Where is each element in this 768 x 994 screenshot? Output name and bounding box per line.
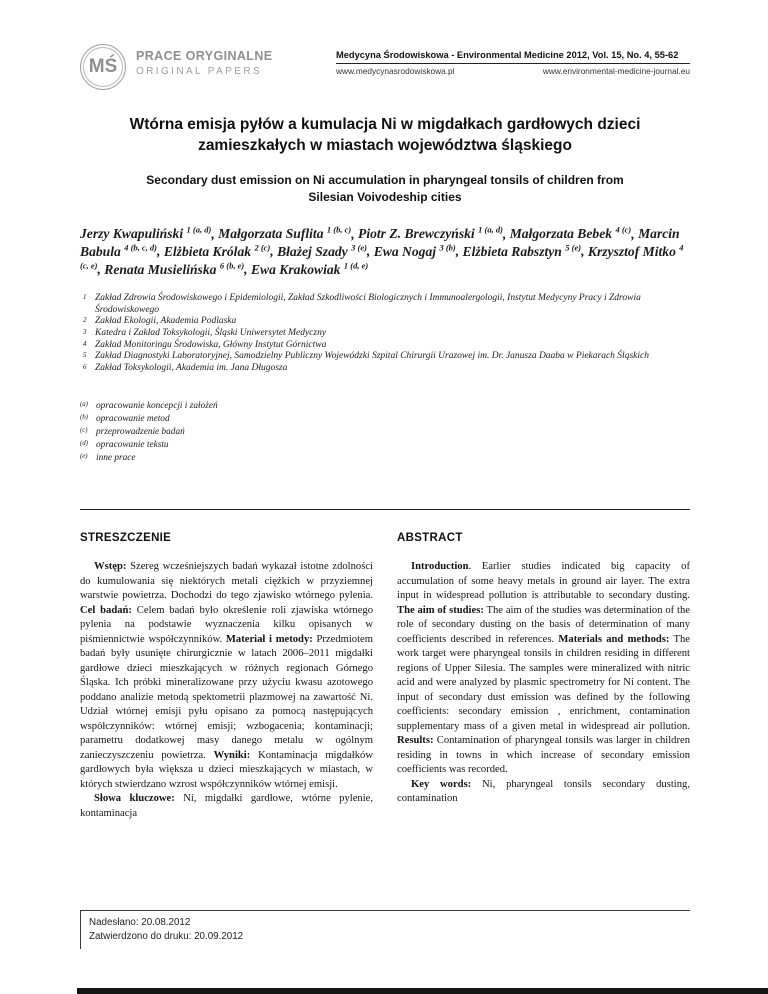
submission-footer — [80, 910, 690, 949]
received-date: Nadesłano: 20.08.2012 — [89, 917, 191, 928]
journal-info — [336, 44, 690, 76]
author: Piotr Z. Brewczyński $^{1 (a, d)}$ — [358, 224, 503, 242]
affiliation-item: 2 Zakład Ekologii, Akademia Podlaska — [83, 316, 237, 327]
journal-logo-monogram: MŚ — [88, 56, 118, 77]
abstract-paragraph: Introduction. Earlier studies indicated big capacity of accumulation of some heavy metals in ground air layer. The extra input in widespread pollution is attributable to secondary dusting. The aim of studies: The aim of the studies was determination of the role of secondary dusting on the basis of determination of many coefficients described in references. Materials and methods: The work target were pharyngeal tonsils in children residing in different regions of Upper Silesia. The samples were mineralized with nitric acid and were analyzed by plasmic spectrometry for Ni content. The input of secondary dust emission was defined by the following coefficients: secondary emission , enrichment, contamination supplementary mass of a given metal in widespread air pollution. Results: Contamination of pharyngeal tonsils was larger in children residing in towns in which increase of secondary emission coefficients was recorded. — [397, 561, 690, 776]
contribution-note: (a) opracowanie koncepcji i założeń — [80, 401, 218, 412]
author: Elżbieta Królak $^{2 (c)}$ — [163, 242, 271, 259]
streszczenie-heading: STRESZCZENIE — [80, 532, 172, 545]
abstract-paragraph: Key words: Ni, pharyngeal tonsils secondary dusting, contamination — [397, 778, 690, 805]
series-titles — [136, 44, 273, 77]
abstract-columns — [80, 532, 690, 821]
contribution-note: (c) przeprowadzenie badań — [80, 427, 185, 438]
abstract-paragraph: Słowa kluczowe: Ni, migdałki gardłowe, wtórne pylenie, kontaminacja — [80, 793, 373, 819]
journal-url-pl: www.medycynasrodowiskowa.pl — [336, 66, 455, 76]
author: Małgorzata Bebek $^{4 (c)}$ — [509, 224, 632, 242]
section-divider-line — [80, 509, 690, 510]
abstract-column — [397, 532, 690, 821]
journal-header — [80, 44, 690, 90]
article-title-english: Secondary dust emission on Ni accumulation in pharyngeal tonsils of children from Silesian Voivodeship cities — [146, 172, 624, 205]
affiliation-item: 4 Zakład Monitoringu Środowiska, Główny Instytut Górnictwa — [83, 339, 327, 350]
journal-url-en: www.environmental-medicine-journal.eu — [542, 66, 690, 76]
contribution-note: (b) opracowanie metod — [80, 414, 170, 425]
affiliations-list — [80, 293, 690, 374]
author: Błażej Szady $^{3 (e)}$ — [277, 242, 367, 259]
author: Ewa Krakowiak $^{1 (d, e)}$ — [250, 260, 369, 277]
contribution-note: (e) inne prace — [80, 453, 136, 464]
author: Małgorzata Suflita $^{1 (b, c)}$ — [218, 224, 352, 242]
page-bottom-scan-bar — [77, 988, 768, 994]
affiliation-item: 5 Zakład Diagnostyki Laboratoryjnej, Samodzielny Publiczny Wojewódzki Szpital Chirurgii Urazowej im. Dr. Janusza Daaba w Piekarach Śląskich — [83, 351, 649, 362]
accepted-date: Zatwierdzono do druku: 20.09.2012 — [89, 931, 244, 943]
affiliation-item: 1 Zakład Zdrowia Środowiskowego i Epidemiologii, Zakład Szkodliwości Biologicznych i Immunoalergologii, Instytut Medycyny Pracy i Zdrowia Środowiskowego — [83, 293, 641, 315]
author: Marcin Babula $^{4 (b, c, d)}$ — [80, 226, 680, 259]
authors-block: Jerzy Kwapuliński $^{1 (a, d)}$, Małgorzata Suflita $^{1 (b, c)}$, Piotr Z. Brewczyński $^{1 (a, d)}$, Małgorzata Bebek $^{4 (c)}$, Marcin Babula $^{4 (b, c, d)}$, Elżbieta Królak $^{2 (c)}$, Błażej Szady $^{3 (e)}$, Ewa Nogaj $^{3 (b)}$, Elżbieta Rabsztyn $^{5 (e)}$, Krzysztof Mitko $^{4 (c, e)}$, Renata Musielińska $^{6 (b, e)}$, Ewa Krakowiak $^{1 (d, e)}$ — [80, 224, 684, 277]
author: Jerzy Kwapuliński $^{1 (a, d)}$ — [80, 224, 212, 242]
streszczenie-column — [80, 532, 373, 821]
contribution-note: (d) opracowanie tekstu — [80, 440, 169, 451]
affiliation-item: 6 Zakład Toksykologii, Akademia im. Jana Długosza — [83, 362, 288, 373]
journal-urls — [336, 66, 690, 76]
author: Krzysztof Mitko $^{4 (c, e)}$ — [80, 242, 684, 271]
journal-citation: Medycyna Środowiskowa - Environmental Medicine 2012, Vol. 15, No. 4, 55-62 — [336, 50, 679, 60]
series-title-pl: PRACE ORYGINALNE — [136, 49, 273, 63]
author: Ewa Nogaj $^{3 (b)}$ — [373, 242, 456, 259]
journal-logo — [80, 44, 126, 90]
abstract-heading: ABSTRACT — [397, 532, 463, 545]
contribution-notes-list — [80, 400, 690, 465]
header-divider-line — [336, 63, 690, 64]
series-title-en: ORIGINAL PAPERS — [136, 66, 263, 77]
abstract-body — [397, 560, 690, 807]
streszczenie-body — [80, 560, 373, 821]
article-title-polish: Wtórna emisja pyłów a kumulacja Ni w migdałkach gardłowych dzieci zamieszkałych w miastach województwa śląskiego — [129, 116, 641, 155]
submission-dates — [80, 911, 690, 949]
author: Renata Musielińska $^{6 (b, e)}$ — [104, 260, 245, 277]
author: Elżbieta Rabsztyn $^{5 (e)}$ — [462, 242, 582, 259]
abstract-paragraph: Wstęp: Szereg wcześniejszych badań wykazał istotne zdolności do kumulowania się niektórych metali ciężkich w przyziemnej warstwie powietrza. Dochodzi do tego zjawisko wtórnego pylenia. Cel badań: Celem badań było określenie roli zjawiska wtórnego pylenia na podstawie wyznaczenia kilku opisanych w piśmiennictwie współczynników. Materiał i metody: Przedmiotem badań były usunięte chirurgicznie w latach 2006–2011 migdałki gardłowe dzieci mieszkających w różnych regionach Górnego Śląska. Ich próbki mineralizowane przy użyciu kwasu azotowego poddano analizie metodą spektometrii plazmowej na zawartość Ni. Udział wtórnej emisji pyłu opisano za pomocą następujących współczynników: wtórnej emisji; wzbogacenia; kontaminacji; parametru dodatkowej masy danego metalu w ogólnym zanieczyszczeniu powietrza. Wyniki: Kontaminacja migdałków gardłowych była większa u dzieci mieszkających w miastach, w których stwierdzano wzrost współczynników wtórnej emisji. — [80, 561, 374, 790]
affiliation-item: 3 Katedra i Zakład Toksykologii, Śląski Uniwersytet Medyczny — [83, 328, 327, 339]
